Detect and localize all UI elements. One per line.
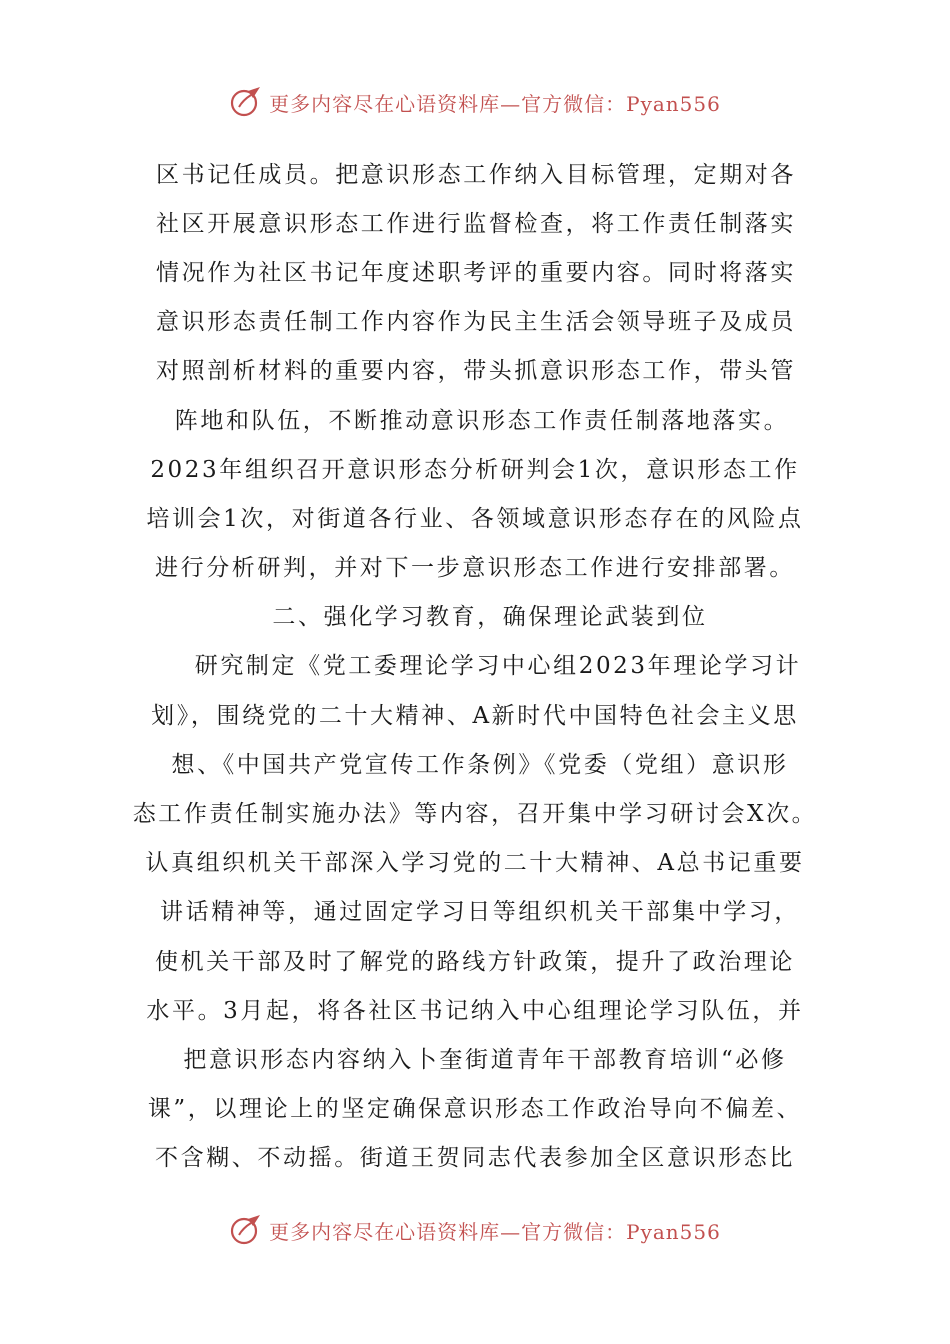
body-line: 划》，围绕党的二十大精神、A新时代中国特色社会主义思 xyxy=(151,702,799,729)
document-body xyxy=(0,150,950,1183)
body-line: 区书记任成员。把意识形态工作纳入目标管理，定期对各 xyxy=(156,161,796,188)
body-line: 想、《中国共产党宣传工作条例》《党委（党组）意识形 xyxy=(171,751,789,778)
header-watermark-text: 更多内容尽在心语资料库—官方微信：Pyan556 xyxy=(269,91,721,116)
body-line: 进行分析研判，并对下一步意识形态工作进行安排部署。 xyxy=(155,555,795,582)
body-line: 认真组织机关干部深入学习党的二十大精神、A总书记重要 xyxy=(145,850,805,877)
section-heading: 二、强化学习教育，确保理论武装到位 xyxy=(272,604,708,631)
quill-logo-icon xyxy=(229,85,263,119)
body-line: 态工作责任制实施办法》等内容，召开集中学习研讨会X次。 xyxy=(132,801,818,828)
body-line: 培训会1次，对街道各行业、各领域意识形态存在的风险点 xyxy=(146,505,804,532)
body-line: 社区开展意识形态工作进行监督检查，将工作责任制落实 xyxy=(156,210,796,237)
body-line: 意识形态责任制工作内容作为民主生活会领导班子及成员 xyxy=(156,309,796,336)
header-watermark xyxy=(0,82,950,122)
body-line: 水平。3月起，将各社区书记纳入中心组理论学习队伍，并 xyxy=(146,997,804,1024)
body-line: 情况作为社区书记年度述职考评的重要内容。同时将落实 xyxy=(156,259,796,286)
quill-logo-icon xyxy=(229,1213,263,1247)
body-line: 讲话精神等，通过固定学习日等组织机关干部集中学习， xyxy=(160,899,800,926)
body-line: 把意识形态内容纳入卜奎街道青年干部教育培训“必修 xyxy=(183,1046,787,1073)
footer-watermark xyxy=(0,1210,950,1250)
body-line: 阵地和队伍，不断推动意识形态工作责任制落地落实。 xyxy=(174,407,790,434)
footer-watermark-text: 更多内容尽在心语资料库—官方微信：Pyan556 xyxy=(269,1219,721,1244)
body-line: 研究制定《党工委理论学习中心组2023年理论学习计 xyxy=(194,653,802,680)
body-line: 不含糊、不动摇。街道王贺同志代表参加全区意识形态比 xyxy=(155,1145,795,1172)
body-line: 课”，以理论上的坚定确保意识形态工作政治导向不偏差、 xyxy=(147,1096,803,1123)
body-line: 使机关干部及时了解党的路线方针政策，提升了政治理论 xyxy=(155,948,795,975)
body-line: 2023年组织召开意识形态分析研判会1次，意识形态工作 xyxy=(150,456,800,483)
body-line: 对照剖析材料的重要内容，带头抓意识形态工作，带头管 xyxy=(156,358,796,385)
